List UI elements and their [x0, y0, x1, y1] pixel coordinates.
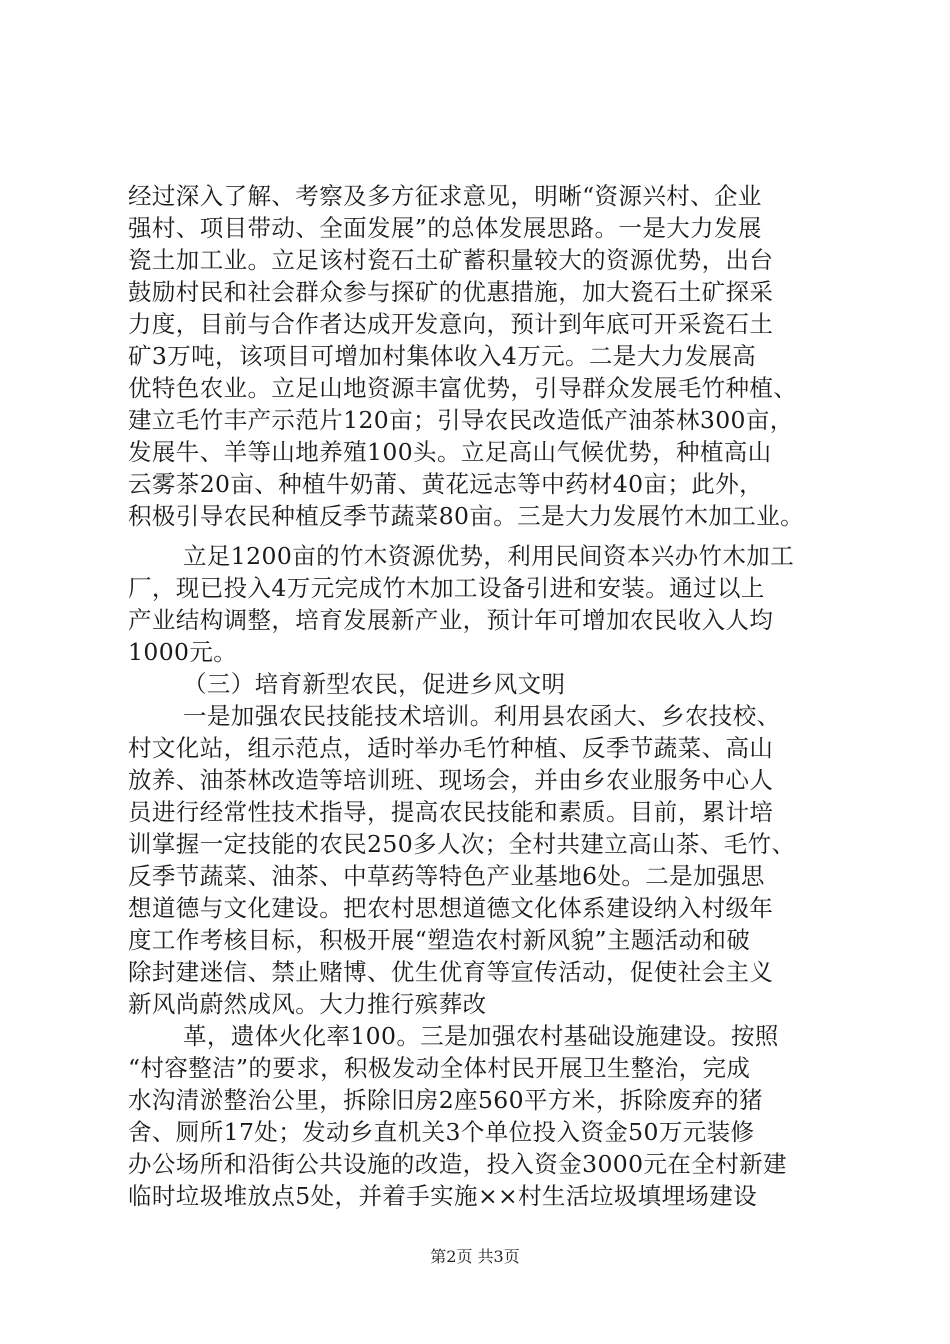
body-line: 革，遗体火化率100。三是加强农村基础设施建设。按照 [183, 1022, 779, 1050]
body-line: 立足1200亩的竹木资源优势，利用民间资本兴办竹木加工 [183, 542, 795, 570]
body-line: 新风尚蔚然成风。大力推行殡葬改 [128, 990, 487, 1018]
body-line: 优特色农业。立足山地资源丰富优势，引导群众发展毛竹种植、 [128, 374, 798, 402]
body-line: 水沟清淤整治公里，拆除旧房2座560平方米，拆除废弃的猪 [128, 1086, 764, 1114]
body-line: 发展牛、羊等山地养殖100头。立足高山气候优势，种植高山 [128, 438, 772, 466]
body-line: 反季节蔬菜、油茶、中草药等特色产业基地6处。二是加强思 [128, 862, 765, 890]
body-line: 经过深入了解、考察及多方征求意见，明晰“资源兴村、企业 [128, 182, 762, 210]
body-line: 训掌握一定技能的农民250多人次；全村共建立高山茶、毛竹、 [128, 830, 796, 858]
text-section-1 [128, 180, 828, 532]
body-line: 一是加强农民技能技术培训。利用县农函大、乡农技校、 [183, 702, 781, 730]
body-line: 度工作考核目标，积极开展“塑造农村新风貌”主题活动和破 [128, 926, 751, 954]
body-line: 产业结构调整，培育发展新产业，预计年可增加农民收入人均 [128, 606, 774, 634]
body-line: 强村、项目带动、全面发展”的总体发展思路。一是大力发展 [128, 214, 762, 242]
section-heading: （三）培育新型农民，促进乡风文明 [183, 670, 566, 698]
body-line: 厂，现已投入4万元完成竹木加工设备引进和安装。通过以上 [128, 574, 765, 602]
body-line: 力度，目前与合作者达成开发意向，预计到年底可开采瓷石土 [128, 310, 774, 338]
body-line: 员进行经常性技术指导，提高农民技能和素质。目前，累计培 [128, 798, 774, 826]
body-line: 瓷土加工业。立足该村瓷石土矿蓄积量较大的资源优势，出台 [128, 246, 774, 274]
body-line: 矿3万吨，该项目可增加村集体收入4万元。二是大力发展高 [128, 342, 757, 370]
text-section-2 [128, 540, 828, 1212]
body-line: 想道德与文化建设。把农村思想道德文化体系建设纳入村级年 [128, 894, 774, 922]
body-line: 鼓励村民和社会群众参与探矿的优惠措施，加大瓷石土矿探采 [128, 278, 774, 306]
page-footer: 第2页 共3页 [430, 1247, 520, 1266]
body-line: 村文化站，组示范点，适时举办毛竹种植、反季节蔬菜、高山 [128, 734, 774, 762]
body-line: 积极引导农民种植反季节蔬菜80亩。三是大力发展竹木加工业。 [128, 502, 805, 530]
body-line: 除封建迷信、禁止赌博、优生优育等宣传活动，促使社会主义 [128, 958, 774, 986]
body-line: 云雾茶20亩、种植牛奶莆、黄花远志等中药材40亩；此外， [128, 470, 764, 498]
body-line: “村容整洁”的要求，积极发动全体村民开展卫生整治，完成 [128, 1054, 751, 1082]
body-line: 放养、油茶林改造等培训班、现场会，并由乡农业服务中心人 [128, 766, 774, 794]
body-line: 建立毛竹丰产示范片120亩；引导农民改造低产油茶林300亩， [128, 406, 794, 434]
body-line: 1000元。 [128, 638, 238, 666]
body-line: 临时垃圾堆放点5处，并着手实施××村生活垃圾填埋场建设 [128, 1182, 758, 1210]
body-line: 办公场所和沿街公共设施的改造，投入资金3000元在全村新建 [128, 1150, 787, 1178]
body-line: 舍、厕所17处；发动乡直机关3个单位投入资金50万元装修 [128, 1118, 755, 1146]
